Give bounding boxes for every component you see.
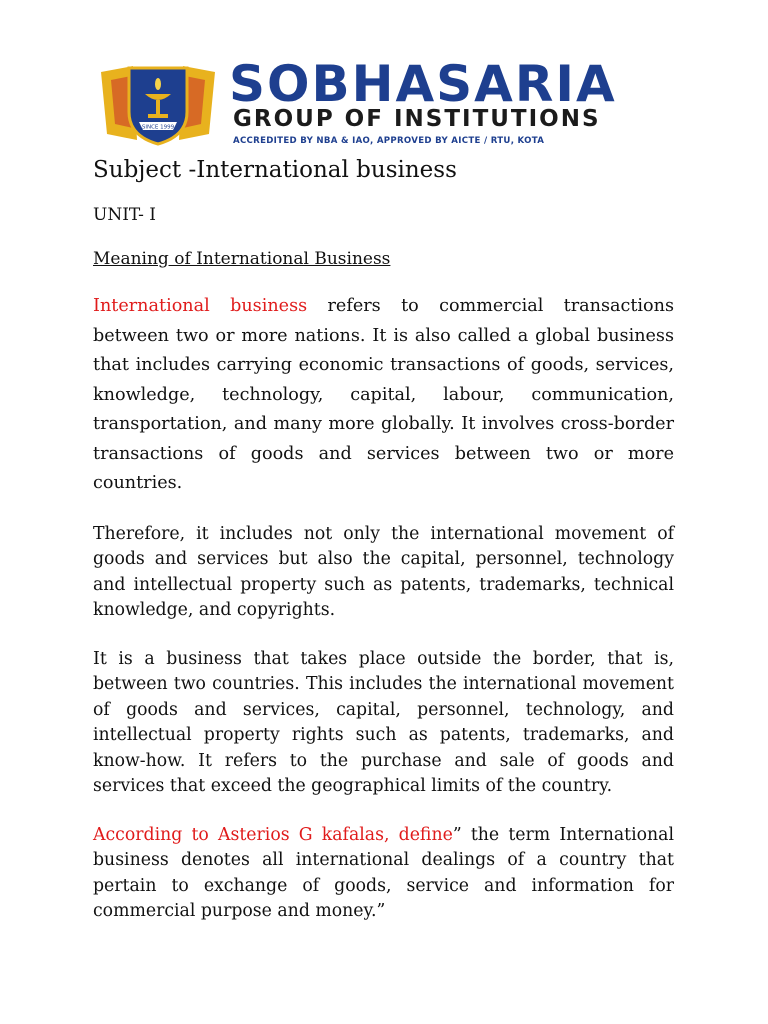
document-body: [93, 150, 674, 925]
institution-name: SOBHASARIA: [229, 55, 617, 113]
emblem-since-text: SINCE 1999: [141, 124, 175, 131]
institution-emblem-icon: [93, 62, 223, 146]
quote-text: ” the term International business denotes all international dealings of a country that pertain to exchange of goods, service and information for commercial purpose and money.”: [93, 824, 674, 921]
paragraph-explanation: It is a business that takes place outside the border, that is, between two countries. This includes the international movement of goods and services, capital, personnel, technology, and intellectual property rights such as patents, trademarks, and know-how. It refers to the purchase and sale of goods and services that exceed the geographical limits of the country.: [93, 648, 674, 796]
paragraph-scope: Therefore, it includes not only the international movement of goods and services but also the capital, personnel, technology and intellectual property such as patents, trademarks, technical knowledge, and copyrights.: [93, 523, 674, 620]
paragraph-quote: [93, 823, 674, 925]
subject-title: Subject -International business: [93, 157, 457, 183]
unit-label: UNIT- I: [93, 205, 156, 225]
paragraph-text: refers to commercial transactions between two or more nations. It is also called a global business that includes carrying economic transactions of goods, services, knowledge, technology, capital, labour, communication, transportation, and many more globally. It involves cross-border transactions of goods and services between two or more countries.: [93, 296, 675, 493]
institution-header: [93, 55, 693, 154]
highlighted-term: International business: [93, 296, 308, 316]
section-heading: Meaning of International Business: [93, 249, 391, 269]
highlighted-citation: According to Asterios G kafalas, define: [93, 824, 453, 845]
paragraph-definition: [93, 292, 674, 499]
accreditation-tagline: ACCREDITED BY NBA & IAO, APPROVED BY AICTE / RTU, KOTA: [233, 136, 545, 146]
institution-subtitle: GROUP OF INSTITUTIONS: [233, 106, 601, 132]
